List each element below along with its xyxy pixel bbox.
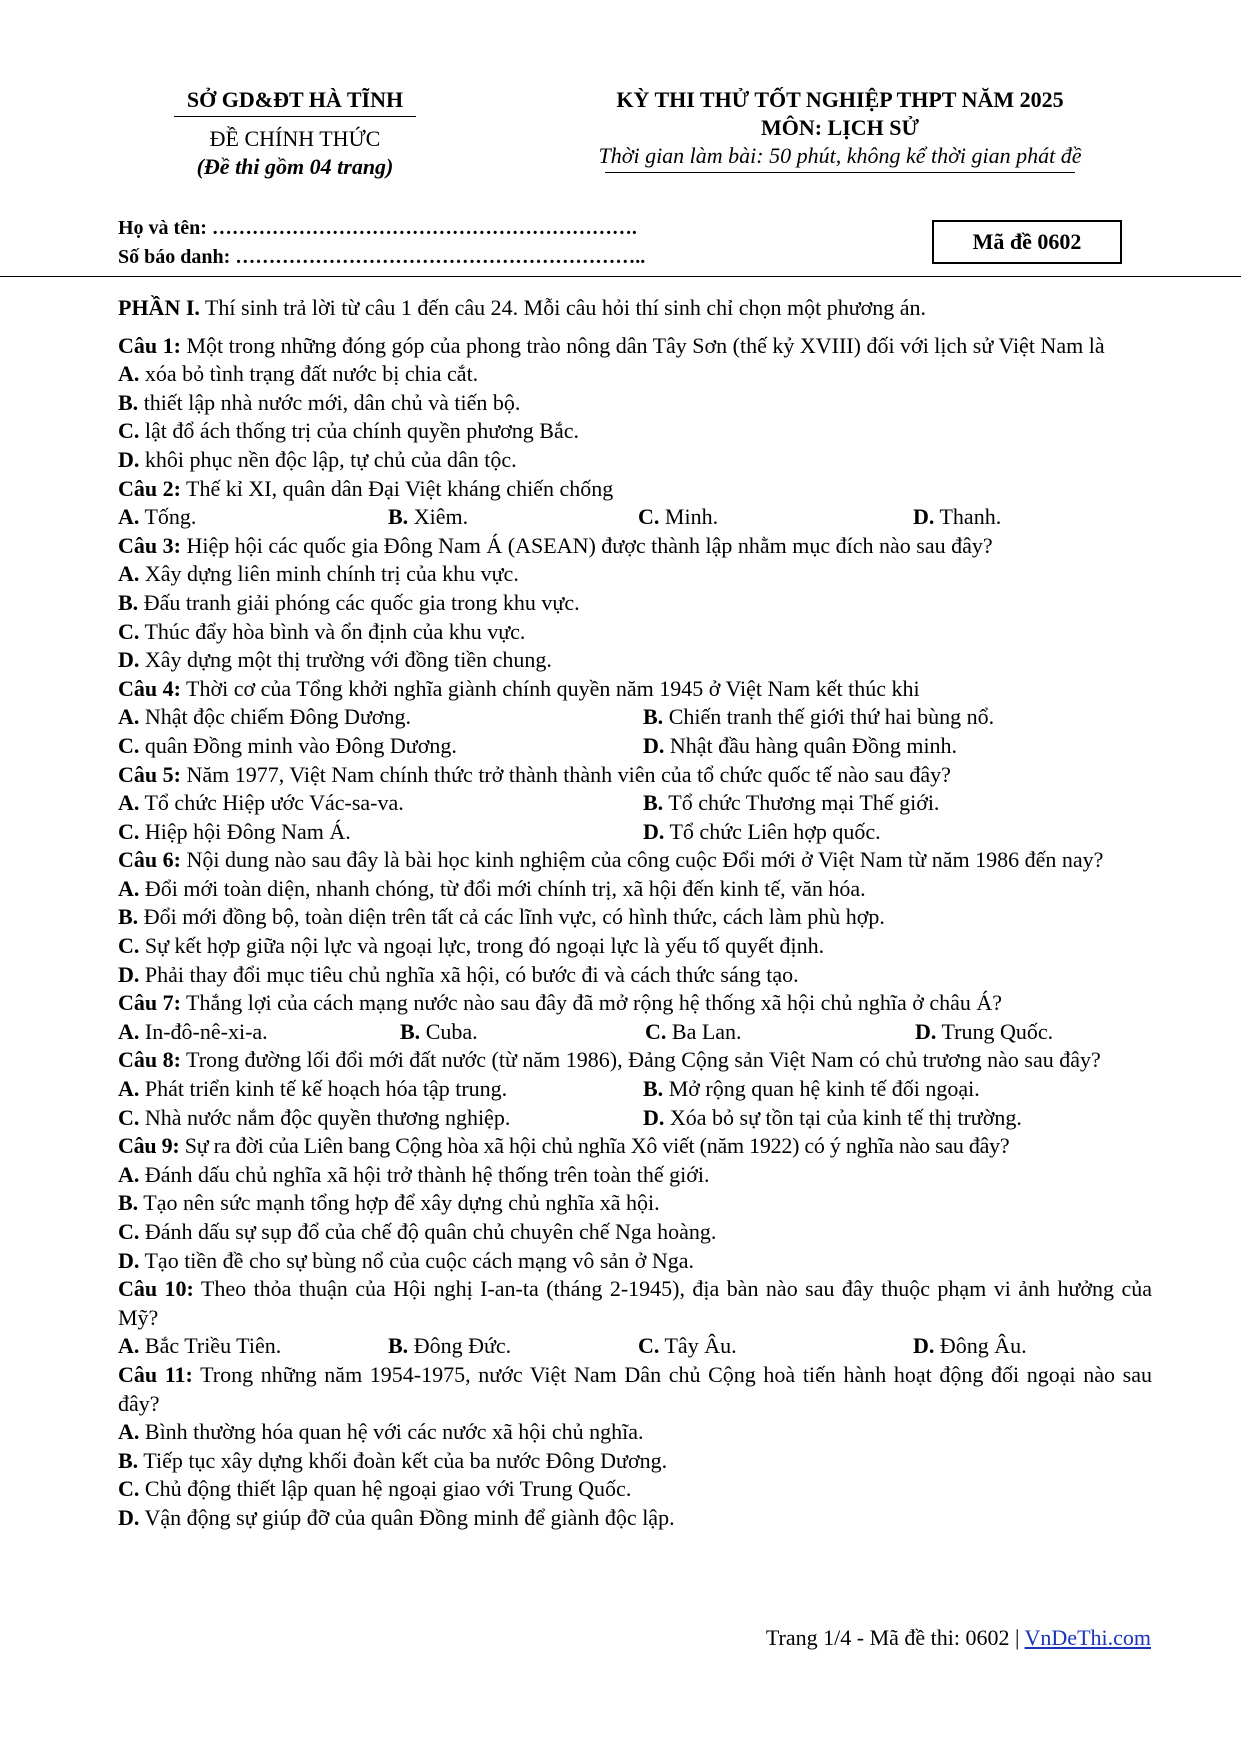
option-a: A. Bình thường hóa quan hệ với các nước xã hội chủ nghĩa.: [118, 1419, 644, 1445]
subject-title: MÔN: LỊCH SỬ: [760, 115, 920, 140]
question-text: Trong đường lối đổi mới đất nước (từ năm 1986), Đảng Cộng sản Việt Nam có chủ trương nào sau đây?: [180, 1047, 1101, 1073]
question-6: [118, 846, 1152, 989]
candidate-name-line: Họ và tên: ……………………………………………………….: [118, 217, 637, 239]
question-label: Câu 9:: [118, 1133, 180, 1159]
option-a: A. Nhật độc chiếm Đông Dương.: [118, 704, 412, 730]
option-b: B. Chiến tranh thế giới thứ hai bùng nổ.: [643, 704, 995, 730]
question-11: [118, 1361, 1152, 1533]
option-a: A. Đổi mới toàn diện, nhanh chóng, từ đổi mới chính trị, xã hội đến kinh tế, văn hóa.: [118, 875, 866, 901]
section-instruction: Thí sinh trả lời từ câu 1 đến câu 24. Mỗi câu hỏi thí sinh chỉ chọn một phương án.: [199, 295, 927, 320]
option-d: D. Đông Âu.: [913, 1333, 1027, 1359]
question-stem: [118, 761, 1152, 790]
option-b: B. Mở rộng quan hệ kinh tế đối ngoại.: [643, 1076, 980, 1102]
department-underline: [174, 116, 416, 117]
question-3: [118, 532, 1152, 675]
question-9: [118, 1132, 1152, 1275]
option-c: C. Minh.: [638, 504, 719, 530]
question-4: [118, 675, 1152, 761]
question-1: [118, 332, 1152, 475]
exam-content: [118, 294, 1152, 1533]
option-b: B. Tạo nên sức mạnh tổng hợp để xây dựng chủ nghĩa xã hội.: [118, 1190, 660, 1216]
option-d: D. khôi phục nền độc lập, tự chủ của dân tộc.: [118, 446, 517, 472]
option-c: C. Đánh dấu sự sụp đổ của chế độ quân chủ chuyên chế Nga hoàng.: [118, 1219, 717, 1244]
exam-code-box: Mã đề 0602: [932, 220, 1122, 264]
option-c: C. Chủ động thiết lập quan hệ ngoại giao với Trung Quốc.: [118, 1476, 632, 1502]
question-label: Câu 7:: [118, 990, 181, 1016]
question-text: Hiệp hội các quốc gia Đông Nam Á (ASEAN) được thành lập nhằm mục đích nào sau đây?: [180, 532, 993, 558]
question-stem: [118, 475, 1152, 504]
option-a: A. xóa bỏ tình trạng đất nước bị chia cắt.: [118, 361, 479, 387]
question-label: Câu 3:: [118, 532, 181, 558]
option-a: A. Xây dựng liên minh chính trị của khu vực.: [118, 561, 519, 587]
question-text: Thắng lợi của cách mạng nước nào sau đây đã mở rộng hệ thống xã hội chủ nghĩa ở châu Á?: [180, 990, 1003, 1016]
option-a: A. Phát triển kinh tế kế hoạch hóa tập trung.: [118, 1076, 508, 1102]
question-label: Câu 11:: [118, 1361, 193, 1387]
page-count-note: (Đề thi gồm 04 trang): [196, 154, 394, 179]
question-stem: [118, 332, 1152, 361]
option-d: D. Tổ chức Liên hợp quốc.: [643, 818, 881, 844]
candidate-id-line: Số báo danh: ……………………………………………………..: [118, 246, 646, 268]
footer-text: Trang 1/4 - Mã đề thi: 0602 |: [765, 1625, 1025, 1650]
page-footer: [766, 1624, 1151, 1652]
question-label: Câu 5:: [118, 761, 181, 787]
question-label: Câu 10:: [118, 1276, 194, 1302]
option-c: C. Sự kết hợp giữa nội lực và ngoại lực, trong đó ngoại lực là yếu tố quyết định.: [118, 933, 825, 959]
question-label: Câu 8:: [118, 1047, 181, 1073]
option-b: B. Tiếp tục xây dựng khối đoàn kết của ba nước Đông Dương.: [118, 1447, 668, 1473]
option-b: B. Xiêm.: [388, 504, 469, 530]
option-d: D. Xóa bỏ sự tồn tại của kinh tế thị trường.: [643, 1104, 1022, 1130]
option-d: D. Nhật đầu hàng quân Đồng minh.: [643, 732, 958, 758]
option-d: D. Phải thay đổi mục tiêu chủ nghĩa xã hội, có bước đi và cách thức sáng tạo.: [118, 961, 799, 987]
option-c: C. lật đổ ách thống trị của chính quyền phương Bắc.: [118, 418, 580, 444]
candidate-info: [118, 214, 645, 272]
question-5: [118, 761, 1152, 847]
option-d: D. Thanh.: [913, 504, 1002, 530]
question-stem: [118, 989, 1152, 1018]
question-text: Nội dung nào sau đây là bài học kinh nghiệm của công cuộc Đổi mới ở Việt Nam từ năm 1986 đến nay?: [180, 847, 1104, 873]
footer-link[interactable]: VnDeThi.com: [1024, 1625, 1151, 1650]
section-label: PHẦN I.: [118, 295, 200, 320]
question-stem: [118, 675, 1152, 704]
question-text: Thế kỉ XI, quân dân Đại Việt kháng chiến chống: [180, 475, 614, 501]
question-7: [118, 989, 1152, 1046]
option-a: A. Bắc Triều Tiên.: [118, 1333, 282, 1359]
option-b: B. Đổi mới đồng bộ, toàn diện trên tất cả các lĩnh vực, có hình thức, cách làm phù hợp.: [118, 904, 885, 930]
question-text: Theo thỏa thuận của Hội nghị I-an-ta (tháng 2-1945), địa bàn nào sau đây thuộc phạm vi ảnh hưởng của Mỹ?: [118, 1276, 1152, 1330]
question-stem: [118, 532, 1152, 561]
time-underline: [605, 172, 1075, 173]
question-text: Trong những năm 1954-1975, nước Việt Nam Dân chủ Cộng hoà tiến hành hoạt động đối ngoại nào sau đây?: [118, 1361, 1152, 1416]
option-a: A. Tống.: [118, 504, 197, 530]
exam-title: KỲ THI THỬ TỐT NGHIỆP THPT NĂM 2025: [616, 87, 1064, 112]
question-text: Sự ra đời của Liên bang Cộng hòa xã hội chủ nghĩa Xô viết (năm 1922) có ý nghĩa nào sau đây?: [179, 1133, 1010, 1159]
time-note: Thời gian làm bài: 50 phút, không kể thời gian phát đề: [598, 143, 1082, 168]
question-stem: [118, 1275, 1152, 1332]
question-stem: [118, 1361, 1152, 1418]
option-b: B. Đông Đức.: [388, 1333, 512, 1359]
option-c: C. quân Đồng minh vào Đông Dương.: [118, 732, 457, 758]
option-d: D. Trung Quốc.: [915, 1018, 1054, 1044]
question-label: Câu 1:: [118, 332, 181, 358]
option-b: B. thiết lập nhà nước mới, dân chủ và tiến bộ.: [118, 389, 521, 415]
option-c: C. Tây Âu.: [638, 1333, 737, 1359]
option-c: C. Ba Lan.: [645, 1018, 742, 1044]
question-text: Thời cơ của Tổng khởi nghĩa giành chính quyền năm 1945 ở Việt Nam kết thúc khi: [180, 675, 920, 701]
option-d: D. Tạo tiền đề cho sự bùng nổ của cuộc cách mạng vô sản ở Nga.: [118, 1247, 695, 1273]
option-b: B. Đấu tranh giải phóng các quốc gia trong khu vực.: [118, 589, 580, 615]
header-right: [545, 86, 1135, 173]
official-label: ĐỀ CHÍNH THỨC: [209, 126, 381, 151]
option-a: A. In-đô-nê-xi-a.: [118, 1018, 268, 1044]
header-left: [150, 86, 440, 181]
question-label: Câu 6:: [118, 847, 181, 873]
question-8: [118, 1046, 1152, 1132]
question-2: [118, 475, 1152, 532]
option-c: C. Thúc đẩy hòa bình và ổn định của khu vực.: [118, 618, 526, 644]
option-c: C. Hiệp hội Đông Nam Á.: [118, 818, 351, 844]
header-divider: [0, 276, 1241, 277]
question-text: Một trong những đóng góp của phong trào nông dân Tây Sơn (thế kỷ XVIII) đối với lịch sử Việt Nam là: [180, 332, 1105, 358]
option-d: D. Vận động sự giúp đỡ của quân Đồng minh để giành độc lập.: [118, 1504, 675, 1530]
question-label: Câu 2:: [118, 475, 181, 501]
question-stem: [118, 1132, 1152, 1161]
question-stem: [118, 1046, 1152, 1075]
question-label: Câu 4:: [118, 675, 181, 701]
option-a: A. Đánh dấu chủ nghĩa xã hội trở thành hệ thống trên toàn thế giới.: [118, 1161, 710, 1187]
option-b: B. Tổ chức Thương mại Thế giới.: [643, 790, 940, 816]
option-d: D. Xây dựng một thị trường với đồng tiền chung.: [118, 647, 552, 673]
department-name: SỞ GD&ĐT HÀ TĨNH: [186, 87, 404, 112]
question-10: [118, 1275, 1152, 1361]
section-heading: [118, 294, 1152, 323]
question-stem: [118, 846, 1152, 875]
question-text: Năm 1977, Việt Nam chính thức trở thành thành viên của tổ chức quốc tế nào sau đây?: [180, 761, 951, 787]
option-a: A. Tổ chức Hiệp ước Vác-sa-va.: [118, 790, 404, 816]
option-b: B. Cuba.: [400, 1018, 478, 1044]
option-c: C. Nhà nước nắm độc quyền thương nghiệp.: [118, 1104, 511, 1130]
